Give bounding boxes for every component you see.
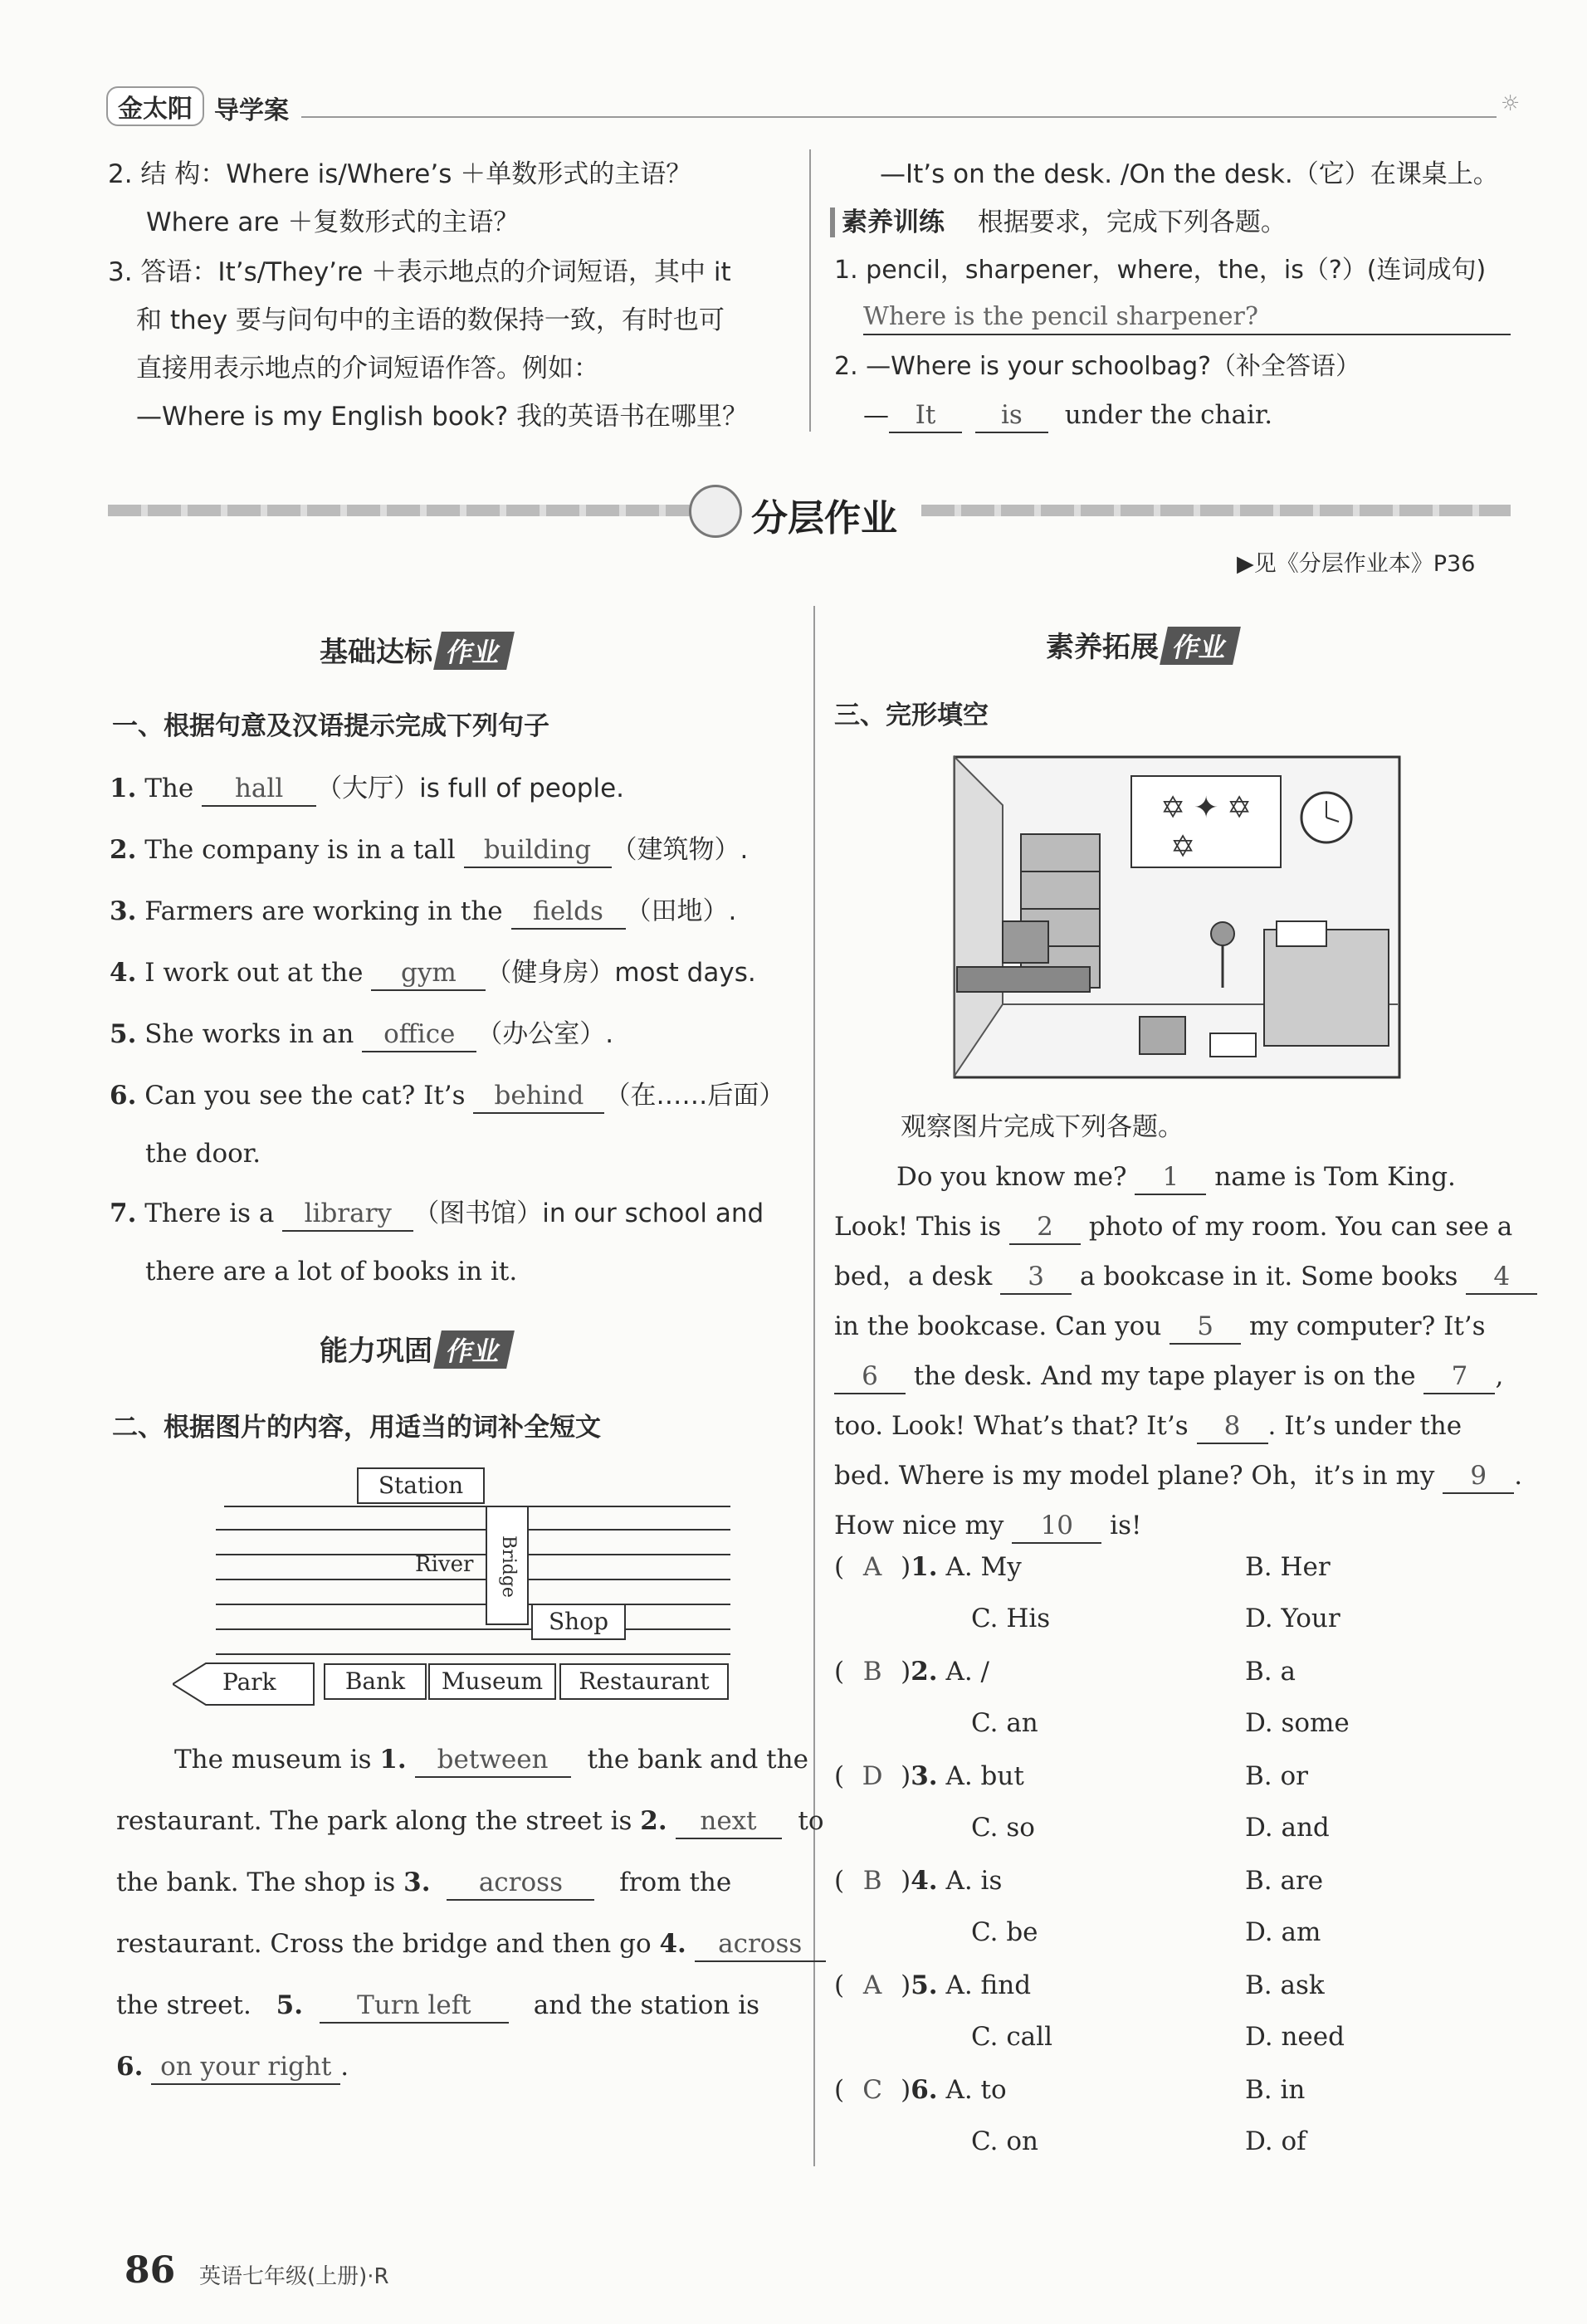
option-d: D. of — [1245, 2126, 1306, 2156]
answer-4: across — [695, 1927, 826, 1962]
text: the bank. The shop is — [116, 1868, 396, 1897]
item-num: 1. — [110, 774, 137, 803]
item-answer: hall — [202, 772, 316, 807]
item-post: （健身房）most days. — [486, 958, 756, 988]
text: How nice my — [834, 1511, 1004, 1540]
text: the street. — [116, 1990, 251, 2020]
item-answer: gym — [371, 956, 486, 991]
text: . — [1514, 1461, 1523, 1491]
cloze-intro: 观察图片完成下列各题。 — [901, 1112, 1184, 1142]
badge-extension — [1046, 624, 1237, 665]
choice-row — [834, 1969, 1031, 2002]
cloze-blank: 10 — [1012, 1509, 1101, 1544]
option-d: D. and — [1245, 1813, 1330, 1843]
item-post: （图书馆）in our school and — [413, 1199, 764, 1228]
cloze-blank: 3 — [1000, 1260, 1072, 1295]
map-street-line — [216, 1653, 730, 1655]
badge-ability — [320, 1328, 510, 1369]
item-answer: behind — [473, 1079, 604, 1114]
training-q2: 2. —Where is your schoolbag?（补全答语） — [834, 352, 1361, 381]
text: the bank and the — [587, 1745, 808, 1775]
item-post: （办公室）. — [476, 1019, 614, 1049]
text: . — [340, 2052, 349, 2082]
banner-title: 分层作业 — [751, 497, 897, 540]
text: bed，a desk — [834, 1262, 993, 1291]
grammar-example-q: —Where is my English book? 我的英语书在哪里？ — [136, 402, 749, 432]
option-a: A. but — [945, 1761, 1024, 1791]
paren-close: ) — [901, 1552, 911, 1582]
item-6-cont: the door. — [145, 1139, 261, 1169]
choice-row — [834, 1550, 1022, 1584]
item-pre: There is a — [144, 1199, 275, 1228]
bulb-icon: ☼ — [1501, 91, 1521, 116]
text: too. Look! What’s that? It’s — [834, 1411, 1189, 1441]
choice-num: 3. — [911, 1761, 938, 1791]
item-answer: fields — [511, 895, 626, 930]
passage-line-5 — [116, 1989, 759, 2024]
page-number: 86 — [125, 2249, 176, 2292]
badge-basic-label: 基础达标 — [320, 636, 432, 669]
text: to — [798, 1806, 824, 1836]
q2-tail: under the chair. — [1064, 400, 1273, 430]
item-answer: office — [362, 1018, 476, 1052]
book-info: 英语七年级(上册)·R — [199, 2264, 389, 2289]
item-pre: Can you see the cat? It’s — [144, 1081, 466, 1111]
paren-open: ( — [834, 1657, 845, 1687]
cloze-blank: 7 — [1423, 1360, 1495, 1394]
item-3 — [110, 895, 736, 930]
text: bed. Where is my model plane? Oh，it’s in my — [834, 1461, 1435, 1491]
option-d: D. need — [1245, 2022, 1345, 2052]
grammar-item2a: 2. 结 构：Where is/Where’s ＋单数形式的主语？ — [108, 159, 692, 189]
choice-num: 4. — [911, 1866, 938, 1896]
map-restaurant: Restaurant — [559, 1663, 729, 1700]
header-subtitle: 导学案 — [214, 96, 289, 125]
blank-num: 5. — [276, 1990, 304, 2020]
item-num: 4. — [110, 958, 137, 988]
svg-text:✦: ✦ — [1194, 791, 1219, 825]
option-c: C. an — [971, 1708, 1038, 1738]
room-illustration — [953, 755, 1401, 1079]
option-b: B. a — [1245, 1657, 1296, 1687]
answer-3: across — [447, 1866, 594, 1901]
banner-circle-icon — [689, 485, 742, 538]
choice-answer: B — [862, 1657, 882, 1687]
item-answer: library — [282, 1197, 413, 1232]
cloze-line-7 — [834, 1459, 1522, 1494]
option-c: C. be — [971, 1917, 1038, 1947]
cloze-blank: 2 — [1009, 1210, 1081, 1245]
item-num: 2. — [110, 835, 137, 865]
badge-zy-1: 作业 — [433, 632, 515, 670]
cloze-blank: 8 — [1197, 1409, 1268, 1444]
paren-close: ) — [901, 2075, 911, 2105]
grammar-item3a: 3. 答语：It’s/They’re ＋表示地点的介词短语，其中 it — [108, 257, 731, 287]
passage-line-4 — [116, 1927, 826, 1962]
option-d: D. some — [1245, 1708, 1350, 1738]
map-park: Park — [222, 1668, 276, 1696]
map-river-line — [216, 1529, 730, 1531]
grammar-example-a: —It’s on the desk. /On the desk.（它）在课桌上。 — [880, 159, 1499, 189]
badge-zy-2: 作业 — [433, 1330, 515, 1369]
item-post: （在……后面） — [604, 1081, 785, 1111]
cloze-blank: 1 — [1135, 1160, 1206, 1195]
grammar-item3c: 直接用表示地点的介词短语作答。例如： — [136, 354, 599, 383]
training-header — [830, 206, 1287, 239]
cloze-line-4 — [834, 1310, 1486, 1345]
cloze-blank: 9 — [1443, 1459, 1514, 1494]
item-5 — [110, 1018, 613, 1052]
svg-text:✡: ✡ — [1227, 791, 1253, 825]
training-q1-answer — [863, 300, 1511, 335]
svg-text:✡: ✡ — [1170, 830, 1196, 864]
section3-title: 三、完形填空 — [834, 701, 989, 730]
option-a: A. to — [945, 2075, 1007, 2105]
cloze-line-1 — [896, 1160, 1456, 1195]
answer-1: between — [415, 1743, 571, 1778]
answer-5: Turn left — [320, 1989, 509, 2024]
cloze-blank: 4 — [1466, 1260, 1537, 1295]
item-post: （建筑物）. — [611, 835, 749, 865]
header — [106, 80, 1521, 129]
section1-title: 一、根据句意及汉语提示完成下列句子 — [112, 711, 549, 741]
text: is! — [1110, 1511, 1142, 1540]
map-figure — [166, 1461, 747, 1710]
item-num: 3. — [110, 896, 137, 926]
blank-is: is — [975, 398, 1048, 433]
text: , — [1495, 1361, 1504, 1391]
map-museum: Museum — [428, 1663, 556, 1700]
choices — [834, 1550, 1515, 2181]
option-a: A. find — [945, 1970, 1032, 2000]
choice-num: 5. — [911, 1970, 938, 2000]
text: restaurant. Cross the bridge and then go — [116, 1929, 652, 1959]
item-pre: Farmers are working in the — [144, 896, 503, 926]
option-c: C. His — [971, 1604, 1051, 1633]
blank-num: 4. — [659, 1929, 686, 1959]
map-river-line — [216, 1604, 730, 1605]
item-num: 7. — [110, 1199, 137, 1228]
choice-answer: A — [862, 1552, 882, 1582]
item-pre: The company is in a tall — [144, 835, 456, 865]
choice-row — [834, 2073, 1007, 2107]
map-shop: Shop — [531, 1604, 626, 1640]
text: from the — [619, 1868, 732, 1897]
option-b: B. are — [1245, 1866, 1324, 1896]
option-a: A. My — [945, 1552, 1022, 1582]
cloze-line-8 — [834, 1509, 1141, 1544]
q1-answer-text: Where is the pencil sharpener? — [863, 302, 1258, 331]
choice-answer: D — [862, 1761, 883, 1791]
text: in the bookcase. Can you — [834, 1311, 1162, 1341]
svg-text:✡: ✡ — [1160, 791, 1186, 825]
text: name is Tom King. — [1214, 1162, 1456, 1192]
option-d: D. Your — [1245, 1604, 1340, 1633]
paren-open: ( — [834, 1970, 845, 2000]
map-river-label: River — [415, 1552, 474, 1577]
option-d: D. am — [1245, 1917, 1321, 1947]
paren-close: ) — [901, 1970, 911, 2000]
item-post: （大厅）is full of people. — [316, 774, 625, 803]
cloze-line-6 — [834, 1409, 1462, 1444]
grammar-item3b: 和 they 要与问句中的主语的数保持一致，有时也可 — [136, 305, 725, 335]
item-answer: building — [464, 833, 612, 868]
item-4 — [110, 956, 756, 991]
banner-right-stripe — [921, 505, 1511, 516]
answer-6: on your right — [151, 2050, 340, 2085]
blank-num: 2. — [640, 1806, 667, 1836]
banner-ref: ▶见《分层作业本》P36 — [1237, 551, 1476, 577]
header-rule — [301, 116, 1497, 118]
paren-close: ) — [901, 1657, 911, 1687]
answer-2: next — [676, 1804, 782, 1839]
choice-answer: B — [862, 1866, 882, 1896]
map-road-line — [216, 1628, 730, 1630]
map-river-line — [216, 1579, 730, 1580]
item-2 — [110, 833, 748, 868]
grammar-item2b: Where are ＋复数形式的主语？ — [146, 208, 520, 237]
passage-line-1 — [174, 1743, 808, 1778]
paren-close: ) — [901, 1761, 911, 1791]
choice-num: 6. — [911, 2075, 938, 2105]
paren-open: ( — [834, 1866, 845, 1896]
item-1 — [110, 772, 624, 807]
banner-left-stripe — [108, 505, 706, 516]
map-station: Station — [357, 1467, 485, 1504]
text: restaurant. The park along the street is — [116, 1806, 632, 1836]
text: photo of my room. You can see a — [1088, 1212, 1513, 1242]
option-b: B. Her — [1245, 1552, 1331, 1582]
paren-open: ( — [834, 1761, 845, 1791]
cloze-line-2 — [834, 1210, 1512, 1245]
text: a bookcase in it. Some books — [1079, 1262, 1458, 1291]
item-post: （田地）. — [625, 896, 737, 926]
training-q2-answer — [863, 398, 1272, 433]
option-a: A. / — [945, 1657, 989, 1687]
badge-basic — [320, 629, 510, 670]
choice-row — [834, 1655, 989, 1688]
paren-open: ( — [834, 1552, 845, 1582]
cloze-line-5 — [834, 1360, 1503, 1394]
text: Do you know me? — [896, 1162, 1127, 1192]
text: the desk. And my tape player is on the — [913, 1361, 1416, 1391]
blank-num: 6. — [116, 2052, 144, 2082]
item-6 — [110, 1079, 784, 1114]
item-pre: I work out at the — [144, 958, 364, 988]
passage-line-6 — [116, 2050, 349, 2085]
badge-ability-label: 能力巩固 — [320, 1335, 432, 1368]
option-b: B. in — [1245, 2075, 1306, 2105]
text: The museum is — [174, 1745, 372, 1775]
item-num: 5. — [110, 1019, 137, 1049]
choice-answer: C — [862, 2075, 882, 2105]
text: and the station is — [533, 1990, 760, 2020]
dash: — — [863, 400, 889, 430]
choice-num: 1. — [911, 1552, 938, 1582]
option-c: C. so — [971, 1813, 1035, 1843]
choice-row — [834, 1760, 1024, 1793]
paren-open: ( — [834, 2075, 845, 2105]
top-divider — [809, 149, 811, 432]
option-b: B. ask — [1245, 1970, 1325, 2000]
cloze-blank: 6 — [834, 1360, 906, 1394]
text: Look! This is — [834, 1212, 1002, 1242]
training-instruction: 根据要求，完成下列各题。 — [977, 208, 1287, 237]
badge-extension-label: 素养拓展 — [1046, 631, 1159, 664]
item-7-cont: there are a lot of books in it. — [145, 1257, 518, 1286]
text: . It’s under the — [1267, 1411, 1462, 1441]
choice-answer: A — [862, 1970, 882, 2000]
blank-it: It — [889, 398, 962, 433]
training-title: 素养训练 — [830, 208, 945, 237]
option-a: A. is — [945, 1866, 1003, 1896]
item-7 — [110, 1197, 764, 1232]
training-q1: 1. pencil，sharpener，where，the，is（?）(连词成句) — [834, 256, 1487, 285]
badge-zy-3: 作业 — [1160, 627, 1241, 665]
option-c: C. on — [971, 2126, 1038, 2156]
cloze-line-3 — [834, 1260, 1537, 1295]
passage-line-2 — [116, 1804, 823, 1839]
item-pre: The — [144, 774, 194, 803]
item-pre: She works in an — [144, 1019, 354, 1049]
section2-title: 二、根据图片的内容，用适当的词补全短文 — [112, 1413, 601, 1443]
section-banner — [108, 483, 1511, 540]
choice-row — [834, 1864, 1002, 1897]
cloze-blank: 5 — [1169, 1310, 1241, 1345]
blank-num: 1. — [379, 1745, 407, 1775]
option-c: C. call — [971, 2022, 1052, 2052]
paren-close: ) — [901, 1866, 911, 1896]
map-bank: Bank — [324, 1663, 427, 1700]
map-road-line — [224, 1506, 730, 1507]
blank-num: 3. — [403, 1868, 431, 1897]
brand-logo: 金太阳 — [106, 86, 204, 126]
map-bridge-label: Bridge — [497, 1536, 519, 1598]
text: my computer? It’s — [1249, 1311, 1486, 1341]
option-b: B. or — [1245, 1761, 1308, 1791]
passage-line-3 — [116, 1866, 731, 1901]
choice-num: 2. — [911, 1657, 938, 1687]
item-num: 6. — [110, 1081, 137, 1111]
